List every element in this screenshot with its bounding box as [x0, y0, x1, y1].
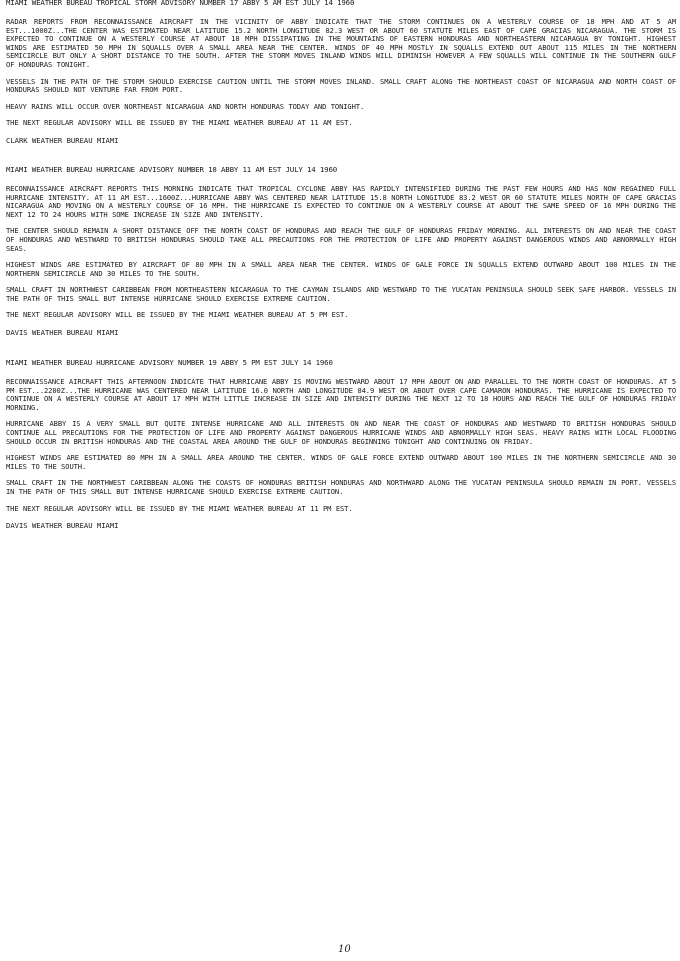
advisory-paragraph: HEAVY RAINS WILL OCCUR OVER NORTHEAST NICARAGUA AND NORTH HONDURAS TODAY AND TONIGHT. — [6, 101, 365, 111]
advisory-19 — [6, 358, 676, 530]
advisory-paragraph: THE NEXT REGULAR ADVISORY WILL BE ISSUED BY THE MIAMI WEATHER BUREAU AT 5 PM EST. — [6, 310, 349, 320]
advisory-paragraph: HURRICANE ABBY IS A VERY SMALL BUT QUITE INTENSE HURRICANE AND ALL INTERESTS ON AND NEAR THE COAST OF HONDURAS AND WESTWARD TO BRITISH HONDURAS SHOULD CONTINUE ALL PRECAUTIONS FOR THE PROTECTION OF LIFE AND PROPERTY AGAINST DANGEROUS HURRICANE WINDS AND ABNORMALLY HIGH SEAS. HEAVY RAINS WITH LOCAL FLOODING SHOULD OCCUR IN BRITISH HONDURAS AND THE COASTAL AREA AROUND THE GULF OF HONDURAS BEGINNING TONIGHT AND CONTINUING ON FRIDAY. — [6, 419, 676, 446]
document-body — [6, 0, 676, 530]
advisory-paragraph: RADAR REPORTS FROM RECONNAISSANCE AIRCRAFT IN THE VICINITY OF ABBY INDICATE THAT THE STORM CONTINUES ON A WESTERLY COURSE OF 18 MPH AND AT 5 AM EST...1000Z...THE CENTER WAS ESTIMATED NEAR LATITUDE 15.2 NORTH LONGITUDE 82.3 WEST OR ABOUT 60 STATUTE MILES EAST OF CAPE GRACIAS NICARAGUA. THE STORM IS EXPECTED TO CONTINUE ON A WESTERLY COURSE AT ABOUT 18 MPH DISSIPATING IN THE MOUNTAINS OF EASTERN HONDURAS AND NORTHEASTERN NICARAGUA BY TONIGHT. HIGHEST WINDS ARE ESTIMATED 50 MPH IN SQUALLS OVER A SMALL AREA NEAR THE CENTER. WINDS OF 40 MPH MOSTLY IN SQUALLS EXTEND OUT ABOUT 115 MILES IN THE NORTHERN SEMICIRCLE BUT ONLY A SHORT DISTANCE TO THE SOUTH. AFTER THE STORM MOVES INLAND WINDS WILL DIMINISH HOWEVER A FEW SQUALLS WILL CONTINUE IN THE SOUTHERN GULF OF HONDURAS TONIGHT. — [6, 17, 676, 69]
advisory-paragraph: THE NEXT REGULAR ADVISORY WILL BE ISSUED BY THE MIAMI WEATHER BUREAU AT 11 AM EST. — [6, 118, 353, 128]
advisory-paragraph: HIGHEST WINDS ARE ESTIMATED BY AIRCRAFT OF 80 MPH IN A SMALL AREA NEAR THE CENTER. WINDS OF GALE FORCE IN SQUALLS EXTEND OUTWARD ABOUT 100 MILES IN THE NORTHERN SEMICIRCLE AND 30 MILES TO THE SOUTH. — [6, 260, 676, 278]
advisory-signature: DAVIS WEATHER BUREAU MIAMI — [6, 521, 119, 531]
section-spacer — [6, 145, 676, 165]
section-spacer — [6, 337, 676, 358]
page-number: 10 — [338, 944, 351, 955]
advisory-header: MIAMI WEATHER BUREAU HURRICANE ADVISORY NUMBER 18 ABBY 11 AM EST JULY 14 1960 — [6, 164, 338, 174]
advisory-17 — [6, 0, 676, 145]
advisory-signature: DAVIS WEATHER BUREAU MIAMI — [6, 328, 119, 338]
advisory-paragraph: SMALL CRAFT IN THE NORTHWEST CARIBBEAN ALONG THE COASTS OF HONDURAS BRITISH HONDURAS AND NORTHWARD ALONG THE YUCATAN PENINSULA SHOULD REMAIN IN PORT. VESSELS IN THE PATH OF THIS SMALL BUT INTENSE HURRICANE SHOULD EXERCISE EXTREME CAUTION. — [6, 478, 676, 496]
advisory-paragraph: VESSELS IN THE PATH OF THE STORM SHOULD EXERCISE CAUTION UNTIL THE STORM MOVES INLAND. SMALL CRAFT ALONG THE NORTHEAST COAST OF NICARAGUA AND NORTH COAST OF HONDURAS SHOULD NOT VENTURE FAR FROM PORT. — [6, 76, 676, 95]
advisory-paragraph: THE NEXT REGULAR ADVISORY WILL BE ISSUED BY THE MIAMI WEATHER BUREAU AT 11 PM EST. — [6, 503, 353, 513]
advisory-paragraph: RECONNAISSANCE AIRCRAFT REPORTS THIS MORNING INDICATE THAT TROPICAL CYCLONE ABBY HAS RAPIDLY INTENSIFIED DURING THE PAST FEW HOURS AND HAS NOW REGAINED FULL HURRICANE INTENSITY. AT 11 AM EST...1600Z...HURRICANE ABBY WAS CENTERED NEAR LATITUDE 15.8 NORTH LONGITUDE 83.2 WEST OR 60 STATUTE MILES NORTH OF CAPE GRACIAS NICARAGUA AND MOVING ON A WESTERLY COURSE OF 16 MPH. THE HURRICANE IS EXPECTED TO CONTINUE ON A WESTERLY COURSE AT ABOUT THE SAME SPEED OF 16 MPH DURING THE NEXT 12 TO 24 HOURS WITH SOME INCREASE IN SIZE AND INTENSITY. — [6, 183, 676, 219]
advisory-paragraph: SMALL CRAFT IN NORTHWEST CARIBBEAN FROM NORTHEASTERN NICARAGUA TO THE CAYMAN ISLANDS AND WESTWARD TO THE YUCATAN PENINSULA SHOULD SEEK SAFE HARBOR. VESSELS IN THE PATH OF THIS SMALL BUT INTENSE HURRICANE SHOULD EXERCISE EXTREME CAUTION. — [6, 285, 676, 303]
advisory-signature: CLARK WEATHER BUREAU MIAMI — [6, 135, 119, 145]
advisory-header: MIAMI WEATHER BUREAU TROPICAL STORM ADVISORY NUMBER 17 ABBY 5 AM EST JULY 14 1960 — [6, 0, 355, 7]
advisory-paragraph: RECONNAISSANCE AIRCRAFT THIS AFTERNOON INDICATE THAT HURRICANE ABBY IS MOVING WESTWARD ABOUT 17 MPH ABOUT ON AND PARALLEL TO THE NORTH COAST OF HONDURAS. AT 5 PM EST...2200Z...THE HURRICANE WAS CENTERED NEAR LATITUDE 16.0 NORTH AND LONGITUDE 84.9 WEST OR ABOUT OVER CAPE CAMARON HONDURAS. THE HURRICANE IS EXPECTED TO CONTINUE ON A WESTERLY COURSE AT ABOUT 17 MPH WITH LITTLE INCREASE IN SIZE AND INTENSITY DURING THE NEXT 12 TO 18 HOURS AND REACH THE GULF OF HONDURAS FRIDAY MORNING. — [6, 377, 676, 412]
advisory-paragraph: THE CENTER SHOULD REMAIN A SHORT DISTANCE OFF THE NORTH COAST OF HONDURAS AND REACH THE GULF OF HONDURAS FRIDAY MORNING. ALL INTERESTS ON AND NEAR THE COAST OF HONDURAS AND WESTWARD TO BRITISH HONDURAS SHOULD TAKE ALL PRECAUTIONS FOR THE PROTECTION OF LIFE AND PROPERTY AGAINST DANGEROUS WINDS AND ABNORMALLY HIGH SEAS. — [6, 226, 676, 253]
advisory-header: MIAMI WEATHER BUREAU HURRICANE ADVISORY NUMBER 19 ABBY 5 PM EST JULY 14 1960 — [6, 358, 333, 368]
advisory-paragraph: HIGHEST WINDS ARE ESTIMATED 80 MPH IN A SMALL AREA AROUND THE CENTER. WINDS OF GALE FORCE EXTEND OUTWARD ABOUT 100 MILES IN THE NORTHERN SEMICIRCLE AND 30 MILES TO THE SOUTH. — [6, 453, 676, 471]
advisory-18 — [6, 165, 676, 337]
